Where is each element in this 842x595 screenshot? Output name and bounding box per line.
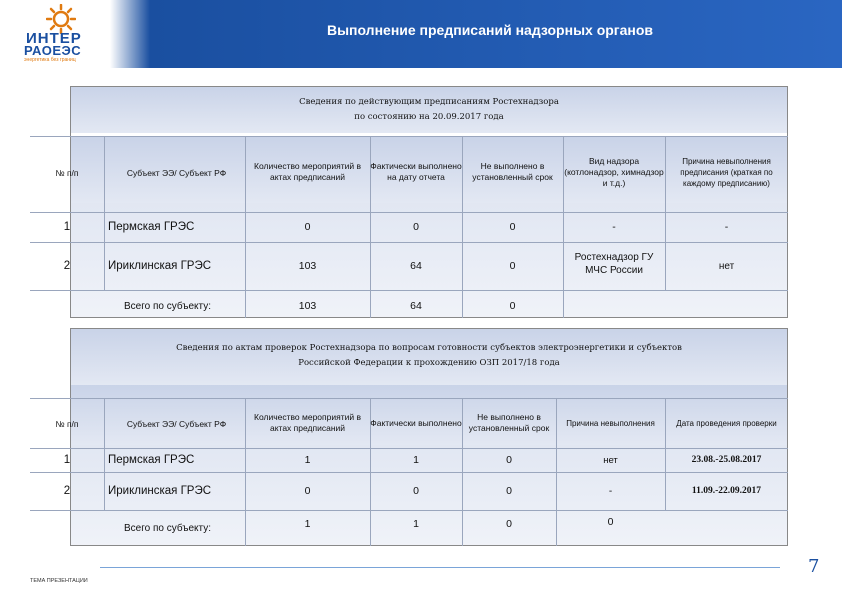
t2-row2-number: 2 xyxy=(63,484,71,497)
logo-slogan: энергетика без границ xyxy=(24,57,76,63)
t1-total-done: 64 xyxy=(410,299,422,312)
t2-total-label: Всего по субъекту: xyxy=(123,522,212,534)
t2-total-reason: 0 xyxy=(607,515,614,528)
t1-row2-overdue: 0 xyxy=(509,259,516,272)
logo-text-bottom: РАОЕЭС xyxy=(24,43,82,58)
page-number: 7 xyxy=(808,556,820,577)
page-title: Выполнение предписаний надзорных органов xyxy=(326,22,654,38)
table2-caption-line2: Российской Федерации к прохождению ОЗП 2017/18 года xyxy=(298,358,560,368)
t1-row1-count: 0 xyxy=(304,220,311,233)
t1-header-overdue: Не выполнено в установленный срок xyxy=(472,161,553,182)
t2-row2-overdue: 0 xyxy=(506,484,512,497)
t2-row1-count: 1 xyxy=(304,453,311,466)
t2-row1-subject: Пермская ГРЭС xyxy=(108,453,195,466)
t1-row2-type: Ростехнадзор ГУ МЧС России xyxy=(574,252,654,276)
t1-row2-subject: Ириклинская ГРЭС xyxy=(108,259,212,272)
t1-row1-subject: Пермская ГРЭС xyxy=(108,220,195,233)
table1-caption-line1: Сведения по действующим предписаниям Ростехнадзора xyxy=(299,97,559,107)
t2-row2-date: 11.09.-22.09.2017 xyxy=(691,485,762,496)
t2-row1-date: 23.08.-25.08.2017 xyxy=(691,454,762,465)
t1-total-label: Всего по субъекту: xyxy=(123,300,212,312)
t2-row1-overdue: 0 xyxy=(506,453,512,466)
t1-header-number: № п/п xyxy=(55,167,79,178)
table2-caption-line1: Сведения по актам проверок Ростехнадзора по вопросам готовности субъектов электроэнергетики и субъектов xyxy=(176,343,682,353)
t1-row1-reason: - xyxy=(724,220,729,233)
t1-row2-number: 2 xyxy=(63,259,71,272)
t2-row1-done: 1 xyxy=(413,453,419,466)
t2-header-reason: Причина невыполнения xyxy=(566,418,655,428)
t2-header-subject: Субъект ЭЭ/ Субъект РФ xyxy=(126,418,227,429)
table1-caption-line2: по состоянию на 20.09.2017 года xyxy=(354,112,504,122)
t2-total-done: 1 xyxy=(413,517,419,530)
t1-header-reason: Причина невыполнения предписания (краткая по каждому предписанию) xyxy=(680,156,773,188)
t2-row2-reason: - xyxy=(608,485,613,497)
t2-total-overdue: 0 xyxy=(506,517,512,530)
t2-header-count: Количество мероприятий в актах предписаний xyxy=(254,412,361,433)
t2-row2-subject: Ириклинская ГРЭС xyxy=(108,484,212,497)
t1-row1-overdue: 0 xyxy=(509,220,516,233)
t1-row1-number: 1 xyxy=(63,220,71,233)
t1-row1-type: - xyxy=(612,220,616,233)
t1-total-count: 103 xyxy=(298,299,317,312)
t2-header-date: Дата проведения проверки xyxy=(676,418,777,428)
t1-row2-done: 64 xyxy=(410,259,422,272)
t2-header-done: Фактически выполнено xyxy=(370,417,462,428)
t2-total-count: 1 xyxy=(304,517,311,530)
t2-row1-number: 1 xyxy=(63,453,71,466)
t2-row1-reason: нет xyxy=(603,454,618,466)
t1-row2-count: 103 xyxy=(298,259,317,272)
t1-row1-done: 0 xyxy=(413,220,419,233)
company-logo xyxy=(20,4,100,64)
t2-row2-count: 0 xyxy=(304,484,311,497)
logo-text-top: ИНТЕР xyxy=(26,30,82,47)
t1-header-count: Количество мероприятий в актах предписаний xyxy=(254,161,361,182)
t1-header-done: Фактически выполнено на дату отчета xyxy=(370,161,462,182)
t1-header-subject: Субъект ЭЭ/ Субъект РФ xyxy=(126,167,227,178)
t2-header-number: № п/п xyxy=(55,418,79,429)
t2-header-overdue: Не выполнено в установленный срок xyxy=(468,412,550,433)
footer-divider xyxy=(100,567,780,568)
t1-total-overdue: 0 xyxy=(509,299,516,312)
t1-row2-reason: нет xyxy=(718,260,735,272)
t2-row2-done: 0 xyxy=(413,484,419,497)
t1-header-type: Вид надзора (котлонадзор, химнадзор и т.д.) xyxy=(564,155,664,188)
footer-presentation-topic: ТЕМА ПРЕЗЕНТАЦИИ xyxy=(30,578,88,584)
